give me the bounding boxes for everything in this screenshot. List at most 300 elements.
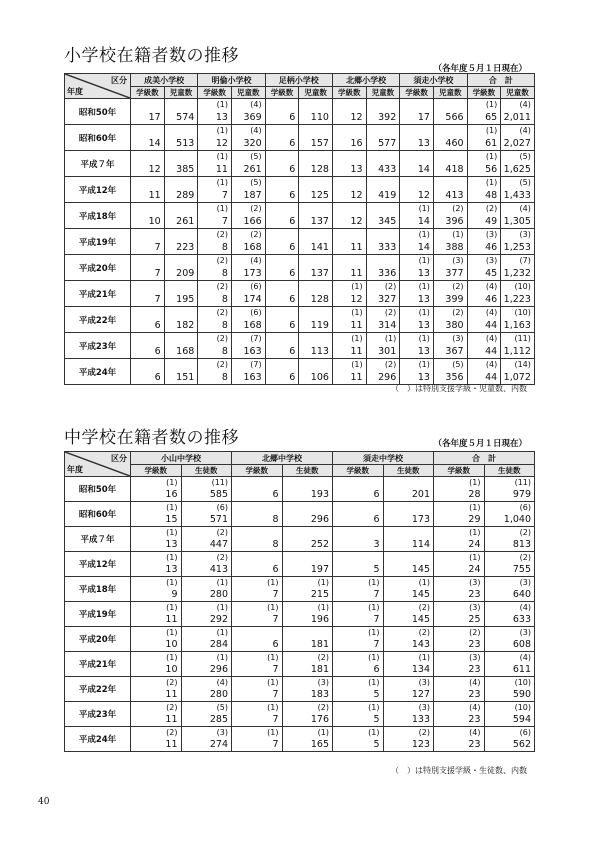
special-support-count: (1): [485, 100, 498, 109]
special-support-count: (4): [519, 100, 531, 109]
value-cell: [299, 125, 333, 151]
value-cell: [332, 125, 366, 151]
special-support-count: (1): [267, 653, 279, 662]
value-cell: [383, 552, 434, 577]
year-cell: 平成21年: [65, 281, 131, 307]
total-count: 123: [411, 739, 430, 750]
total-count: 12: [350, 216, 363, 227]
total-count: 6: [272, 564, 279, 575]
student-count-header: 生徒数: [383, 465, 434, 477]
student-count-header: 生徒数: [181, 465, 232, 477]
total-count: 165: [310, 739, 329, 750]
total-count: 209: [176, 268, 195, 279]
total-count: 13: [215, 112, 228, 123]
corner-division-label: 区分: [111, 76, 127, 85]
total-count: 6: [154, 320, 161, 331]
total-count: 46: [485, 242, 498, 253]
total-count: 17: [148, 112, 161, 123]
total-count: 11: [215, 164, 228, 175]
total-count: 7: [221, 190, 228, 201]
special-support-count: (6): [216, 503, 228, 512]
total-count: 399: [445, 294, 464, 305]
special-support-count: [384, 477, 431, 489]
total-count: 24: [468, 564, 481, 575]
value-cell: [467, 281, 501, 307]
value-cell: [282, 627, 333, 652]
special-support-count: (1): [267, 703, 279, 712]
special-support-count: [165, 333, 195, 345]
year-cell: 平成23年: [65, 333, 131, 359]
total-count: 367: [445, 346, 464, 357]
value-cell: [131, 307, 165, 333]
value-cell: [131, 502, 182, 527]
total-count: 114: [411, 539, 430, 550]
total-count: 13: [350, 164, 363, 175]
value-cell: [164, 99, 198, 125]
special-support-count: (1): [216, 100, 228, 109]
value-cell: [434, 702, 485, 727]
total-count: 181: [310, 664, 329, 675]
total-count: 56: [485, 164, 498, 175]
special-support-count: [283, 552, 330, 564]
value-cell: [434, 602, 485, 627]
total-count: 1,040: [503, 514, 531, 525]
value-cell: [484, 477, 535, 502]
special-support-count: (10): [514, 678, 531, 687]
value-cell: [181, 652, 232, 677]
special-support-count: (2): [216, 282, 228, 291]
value-cell: [467, 99, 501, 125]
special-support-count: [434, 151, 464, 163]
special-support-count: (1): [166, 553, 178, 562]
special-support-count: (11): [514, 478, 531, 487]
special-support-count: (2): [418, 728, 430, 737]
special-support-count: [333, 552, 380, 564]
year-cell: 平成20年: [65, 255, 131, 281]
special-support-count: (4): [485, 360, 498, 369]
special-support-count: (11): [211, 478, 228, 487]
special-support-count: (1): [368, 603, 380, 612]
special-support-count: (1): [384, 334, 397, 343]
value-cell: [232, 677, 283, 702]
total-count: 12: [350, 190, 363, 201]
total-count: 1,433: [503, 190, 531, 201]
value-cell: [383, 577, 434, 602]
value-cell: [333, 477, 384, 502]
total-count: 15: [165, 514, 178, 525]
special-support-count: [384, 552, 431, 564]
value-cell: [467, 203, 501, 229]
value-cell: [131, 229, 165, 255]
value-cell: [333, 527, 384, 552]
special-support-count: (3): [418, 678, 430, 687]
total-count: 23: [468, 689, 481, 700]
value-cell: [265, 99, 299, 125]
value-cell: [333, 577, 384, 602]
value-cell: [232, 502, 283, 527]
special-support-count: (1): [267, 578, 279, 587]
value-cell: [366, 151, 400, 177]
special-support-count: (4): [469, 728, 481, 737]
value-cell: [366, 359, 400, 385]
special-support-count: (1): [418, 360, 430, 369]
total-count: 2,027: [503, 138, 531, 149]
special-support-count: (4): [250, 256, 262, 265]
special-support-count: [131, 307, 161, 319]
elementary-date-note: （各年度５月１日現在）: [433, 64, 527, 74]
total-count: 7: [221, 216, 228, 227]
year-cell: 平成23年: [65, 702, 131, 727]
special-support-count: [299, 307, 329, 319]
special-support-count: (4): [216, 678, 228, 687]
total-count: 48: [485, 190, 498, 201]
total-count: 640: [512, 589, 531, 600]
special-support-count: (1): [485, 126, 498, 135]
special-support-count: [333, 527, 380, 539]
total-count: 3: [373, 539, 380, 550]
special-support-count: [333, 477, 380, 489]
total-count: 110: [310, 112, 329, 123]
special-support-count: (2): [452, 204, 464, 213]
total-header: 合 計: [467, 74, 534, 87]
total-count: 280: [209, 689, 228, 700]
value-cell: [501, 99, 535, 125]
special-support-count: (1): [368, 578, 380, 587]
value-cell: [299, 203, 333, 229]
special-support-count: (2): [250, 204, 262, 213]
value-cell: [484, 702, 535, 727]
total-count: 755: [512, 564, 531, 575]
total-count: 369: [243, 112, 262, 123]
total-count: 6: [154, 372, 161, 383]
total-count: 14: [417, 164, 430, 175]
value-cell: [400, 229, 434, 255]
pupil-count-header: 児童数: [366, 87, 400, 99]
special-support-count: (3): [452, 256, 464, 265]
special-support-count: (2): [384, 308, 397, 317]
total-count: 13: [417, 346, 430, 357]
special-support-count: [266, 281, 296, 293]
value-cell: [164, 333, 198, 359]
value-cell: [164, 125, 198, 151]
special-support-count: [283, 627, 330, 639]
special-support-count: (3): [519, 578, 531, 587]
total-count: 418: [445, 164, 464, 175]
special-support-count: [434, 125, 464, 137]
value-cell: [198, 99, 232, 125]
value-cell: [282, 727, 333, 752]
value-cell: [164, 281, 198, 307]
total-count: 119: [310, 320, 329, 331]
value-cell: [501, 125, 535, 151]
value-cell: [433, 99, 467, 125]
value-cell: [333, 652, 384, 677]
total-count: 44: [485, 346, 498, 357]
value-cell: [181, 527, 232, 552]
special-support-count: (1): [469, 503, 481, 512]
special-support-count: [165, 307, 195, 319]
special-support-count: (1): [418, 334, 430, 343]
pupil-count-header: 児童数: [299, 87, 333, 99]
special-support-count: [131, 151, 161, 163]
total-count: 292: [209, 614, 228, 625]
total-count: 274: [209, 739, 228, 750]
total-count: 137: [310, 268, 329, 279]
page-number: 40: [38, 797, 50, 807]
special-support-count: (1): [469, 528, 481, 537]
value-cell: [366, 333, 400, 359]
special-support-count: (4): [519, 653, 531, 662]
value-cell: [131, 477, 182, 502]
value-cell: [265, 359, 299, 385]
junior-table: [64, 451, 535, 752]
special-support-count: [400, 99, 430, 111]
total-count: 44: [485, 372, 498, 383]
total-count: 10: [165, 664, 178, 675]
total-count: 261: [176, 216, 195, 227]
total-count: 8: [272, 514, 279, 525]
special-support-count: [266, 359, 296, 371]
special-support-count: (1): [368, 728, 380, 737]
corner-header: [65, 74, 131, 99]
value-cell: [383, 477, 434, 502]
table-row: [65, 151, 535, 177]
special-support-count: [299, 333, 329, 345]
special-support-count: (1): [166, 578, 178, 587]
value-cell: [164, 359, 198, 385]
special-support-count: (2): [317, 653, 329, 662]
value-cell: [400, 151, 434, 177]
value-cell: [333, 552, 384, 577]
year-cell: 平成７年: [65, 151, 131, 177]
total-count: 285: [209, 714, 228, 725]
value-cell: [181, 502, 232, 527]
special-support-count: (6): [250, 282, 262, 291]
special-support-count: [400, 177, 430, 189]
value-cell: [383, 677, 434, 702]
total-count: 11: [350, 320, 363, 331]
special-support-count: [131, 125, 161, 137]
total-count: 8: [221, 372, 228, 383]
table-row: [65, 177, 535, 203]
value-cell: [231, 229, 265, 255]
total-count: 137: [310, 216, 329, 227]
special-support-count: [232, 477, 279, 489]
total-count: 633: [512, 614, 531, 625]
total-count: 11: [350, 268, 363, 279]
value-cell: [232, 627, 283, 652]
total-count: 14: [148, 138, 161, 149]
value-cell: [433, 333, 467, 359]
class-count-header: 学級数: [333, 465, 384, 477]
value-cell: [232, 702, 283, 727]
value-cell: [131, 627, 182, 652]
value-cell: [131, 702, 182, 727]
corner-header: [65, 452, 131, 477]
special-support-count: [266, 333, 296, 345]
table-row: [65, 602, 535, 627]
pupil-count-header: 児童数: [231, 87, 265, 99]
junior-footnote: （ ）は特別支援学級・生徒数、内数: [391, 766, 527, 775]
total-count: 6: [373, 489, 380, 500]
value-cell: [484, 527, 535, 552]
value-cell: [265, 281, 299, 307]
total-count: 168: [243, 242, 262, 253]
total-count: 11: [165, 689, 178, 700]
total-count: 447: [209, 539, 228, 550]
total-count: 23: [468, 739, 481, 750]
total-count: 333: [378, 242, 397, 253]
value-cell: [332, 307, 366, 333]
special-support-count: [266, 151, 296, 163]
value-cell: [467, 307, 501, 333]
total-count: 183: [310, 689, 329, 700]
value-cell: [400, 359, 434, 385]
year-cell: 昭和50年: [65, 477, 131, 502]
year-cell: 平成24年: [65, 359, 131, 385]
special-support-count: [434, 99, 464, 111]
year-cell: 平成19年: [65, 602, 131, 627]
total-count: 201: [411, 489, 430, 500]
year-cell: 平成12年: [65, 552, 131, 577]
special-support-count: (1): [351, 360, 363, 369]
special-support-count: (4): [485, 308, 498, 317]
total-count: 65: [485, 112, 498, 123]
value-cell: [231, 281, 265, 307]
value-cell: [467, 255, 501, 281]
year-cell: 平成18年: [65, 577, 131, 602]
value-cell: [231, 255, 265, 281]
total-count: 143: [411, 639, 430, 650]
special-support-count: [131, 255, 161, 267]
value-cell: [400, 281, 434, 307]
total-count: 5: [373, 689, 380, 700]
total-count: 5: [373, 564, 380, 575]
class-count-header: 学級数: [400, 87, 434, 99]
special-support-count: [333, 99, 363, 111]
year-cell: 平成24年: [65, 727, 131, 752]
value-cell: [433, 151, 467, 177]
value-cell: [198, 125, 232, 151]
value-cell: [265, 177, 299, 203]
total-count: 11: [148, 190, 161, 201]
special-support-count: (1): [216, 578, 228, 587]
value-cell: [231, 333, 265, 359]
special-support-count: [299, 177, 329, 189]
value-cell: [467, 177, 501, 203]
table-row: [65, 702, 535, 727]
total-count: 377: [445, 268, 464, 279]
value-cell: [265, 229, 299, 255]
special-support-count: [333, 255, 363, 267]
value-cell: [333, 602, 384, 627]
value-cell: [232, 577, 283, 602]
total-count: 11: [165, 714, 178, 725]
special-support-count: (11): [514, 334, 531, 343]
total-count: 396: [445, 216, 464, 227]
special-support-count: [367, 177, 397, 189]
special-support-count: [131, 203, 161, 215]
special-support-count: [266, 99, 296, 111]
total-count: 25: [468, 614, 481, 625]
elementary-footnote: （ ）は特別支援学級・児童数、内数: [391, 384, 527, 393]
total-count: 7: [272, 714, 279, 725]
total-count: 24: [468, 539, 481, 550]
total-count: 12: [148, 164, 161, 175]
special-support-count: [165, 255, 195, 267]
value-cell: [131, 552, 182, 577]
total-count: 320: [243, 138, 262, 149]
value-cell: [366, 255, 400, 281]
total-count: 166: [243, 216, 262, 227]
total-count: 6: [289, 242, 296, 253]
special-support-count: (1): [418, 282, 430, 291]
total-count: 168: [176, 346, 195, 357]
total-count: 327: [378, 294, 397, 305]
special-support-count: (1): [469, 553, 481, 562]
special-support-count: (4): [469, 678, 481, 687]
value-cell: [164, 151, 198, 177]
value-cell: [467, 229, 501, 255]
total-count: 145: [411, 589, 430, 600]
special-support-count: (2): [519, 553, 531, 562]
total-count: 433: [378, 164, 397, 175]
value-cell: [198, 203, 232, 229]
special-support-count: (1): [166, 528, 178, 537]
total-count: 11: [350, 346, 363, 357]
value-cell: [433, 307, 467, 333]
total-count: 289: [176, 190, 195, 201]
total-count: 182: [176, 320, 195, 331]
total-count: 6: [289, 320, 296, 331]
table-row: [65, 255, 535, 281]
special-support-count: (5): [519, 152, 531, 161]
total-count: 296: [310, 514, 329, 525]
special-support-count: [131, 99, 161, 111]
total-count: 61: [485, 138, 498, 149]
value-cell: [198, 151, 232, 177]
value-cell: [383, 702, 434, 727]
special-support-count: (1): [166, 503, 178, 512]
special-support-count: (2): [452, 308, 464, 317]
total-count: 157: [310, 138, 329, 149]
year-cell: 平成20年: [65, 627, 131, 652]
value-cell: [299, 151, 333, 177]
special-support-count: [266, 203, 296, 215]
value-cell: [231, 203, 265, 229]
special-support-count: [299, 151, 329, 163]
special-support-count: (3): [519, 230, 531, 239]
class-count-header: 学級数: [434, 465, 485, 477]
total-count: 12: [350, 112, 363, 123]
special-support-count: [232, 502, 279, 514]
total-header: 合 計: [434, 452, 535, 465]
special-support-count: (1): [452, 230, 464, 239]
total-count: 1,112: [503, 346, 531, 357]
special-support-count: (4): [469, 703, 481, 712]
table-row: [65, 577, 535, 602]
value-cell: [181, 677, 232, 702]
value-cell: [282, 477, 333, 502]
total-count: 174: [243, 294, 262, 305]
special-support-count: (1): [351, 282, 363, 291]
value-cell: [164, 255, 198, 281]
table-row: [65, 552, 535, 577]
special-support-count: (1): [267, 678, 279, 687]
total-count: 12: [350, 294, 363, 305]
value-cell: [434, 627, 485, 652]
value-cell: [282, 702, 333, 727]
